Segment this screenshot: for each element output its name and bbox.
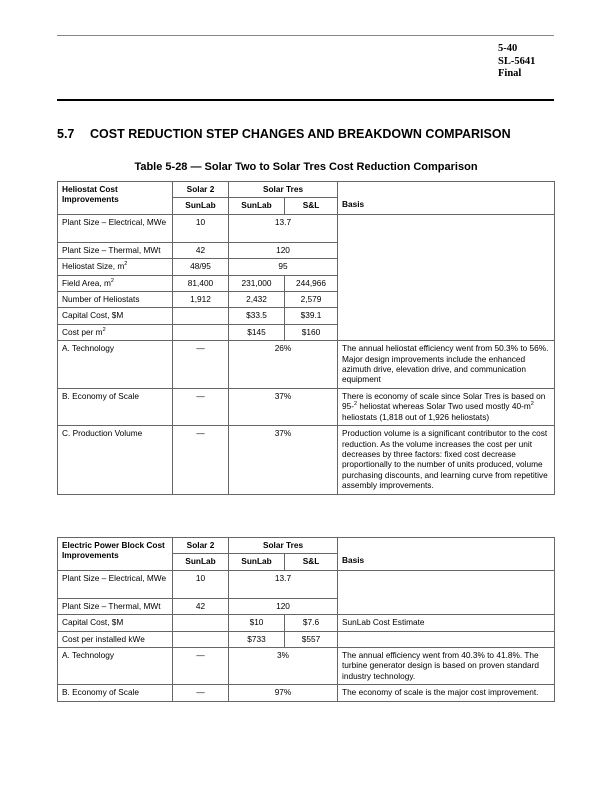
subheader-solar2-sunlab: SunLab [173, 198, 229, 214]
category-header: Heliostat Cost Improvements [58, 182, 173, 215]
table-row [58, 570, 555, 598]
solar-tres-value: 120 [229, 242, 338, 258]
solar-tres-value: 37% [229, 388, 338, 425]
basis-text: There is economy of scale since Solar Tres is based on 95-$^2$ heliostat whereas Solar Two used mostly $40-m^2$ heliostats (1,818 out of 1,926 heliostats) [338, 388, 555, 425]
subheader-tres-sunlab: SunLab [229, 554, 285, 570]
tres-sl-value: 244,966 [285, 275, 338, 291]
tres-sunlab-value: $33.5 [229, 308, 285, 324]
table-row [58, 426, 555, 494]
solar2-value: 1,912 [173, 292, 229, 308]
solar2-value: — [173, 341, 229, 389]
basis-cell-empty [338, 570, 555, 614]
table-row [58, 648, 555, 685]
solar-tres-value: 97% [229, 685, 338, 701]
group-header-solar-tres: Solar Tres [229, 182, 338, 198]
solar2-value: — [173, 648, 229, 685]
solar2-value: 10 [173, 214, 229, 242]
solar-tres-value: 13.7 [229, 214, 338, 242]
basis-cell-empty [338, 214, 555, 340]
solar-tres-value: 13.7 [229, 570, 338, 598]
solar-tres-value: 120 [229, 598, 338, 614]
row-label: Number of Heliostats [58, 292, 173, 308]
table-row [58, 631, 555, 647]
solar-tres-value: 26% [229, 341, 338, 389]
solar2-value: 81,400 [173, 275, 229, 291]
solar-tres-value: 3% [229, 648, 338, 685]
row-label: Plant Size – Thermal, MWt [58, 242, 173, 258]
basis-text: The annual heliostat efficiency went from 50.3% to 56%. Major design improvements include the enhanced azimuth drive, elevation drive, and communication equipment [338, 341, 555, 389]
row-label: Cost per installed kWe [58, 631, 173, 647]
tres-sl-value: $7.6 [285, 615, 338, 631]
group-header-solar2: Solar 2 [173, 538, 229, 554]
tres-sunlab-value: $733 [229, 631, 285, 647]
row-label: Field Area, $m^2$ [58, 275, 173, 291]
table-row [58, 685, 555, 701]
solar2-value [173, 615, 229, 631]
basis-text: The annual efficiency went from 40.3% to 41.8%. The turbine generator design is based on proven standard industry technology. [338, 648, 555, 685]
heliostat-cost-table [57, 181, 555, 495]
row-label: A. Technology [58, 648, 173, 685]
row-label: Capital Cost, $M [58, 615, 173, 631]
subheader-solar2-sunlab: SunLab [173, 554, 229, 570]
row-label: Plant Size – Electrical, MWe [58, 214, 173, 242]
group-header-solar-tres: Solar Tres [229, 538, 338, 554]
row-label: B. Economy of Scale [58, 685, 173, 701]
subheader-tres-sunlab: SunLab [229, 198, 285, 214]
row-label: Capital Cost, $M [58, 308, 173, 324]
basis-header: Basis [338, 182, 555, 215]
table-row [58, 214, 555, 242]
solar2-value: 42 [173, 598, 229, 614]
basis-text: SunLab Cost Estimate [338, 615, 555, 631]
solar2-value: 42 [173, 242, 229, 258]
tres-sl-value: $39.1 [285, 308, 338, 324]
tres-sunlab-value: 231,000 [229, 275, 285, 291]
tres-sl-value: $160 [285, 324, 338, 340]
tres-sunlab-value: $10 [229, 615, 285, 631]
section-number: 5.7 [57, 127, 75, 141]
page-header [498, 43, 535, 81]
row-label: B. Economy of Scale [58, 388, 173, 425]
table-header-row [58, 538, 555, 554]
row-label: Plant Size – Electrical, MWe [58, 570, 173, 598]
table-row [58, 388, 555, 425]
solar2-value [173, 324, 229, 340]
header-rule-bottom [57, 99, 554, 101]
tres-sunlab-value: $145 [229, 324, 285, 340]
table-row [58, 615, 555, 631]
subheader-tres-sl: S&L [285, 198, 338, 214]
row-label: A. Technology [58, 341, 173, 389]
subheader-tres-sl: S&L [285, 554, 338, 570]
document-status: Final [498, 68, 522, 79]
solar2-value: 10 [173, 570, 229, 598]
tres-sl-value: $557 [285, 631, 338, 647]
solar-tres-value: 37% [229, 426, 338, 494]
solar-tres-value: 95 [229, 259, 338, 275]
solar2-value [173, 308, 229, 324]
table-caption: Table 5-28 — Solar Two to Solar Tres Cost Reduction Comparison [134, 161, 478, 173]
basis-text: The economy of scale is the major cost improvement. [338, 685, 555, 701]
solar2-value: — [173, 388, 229, 425]
row-label: C. Production Volume [58, 426, 173, 494]
solar2-value [173, 631, 229, 647]
header-rule-top [57, 35, 554, 36]
tres-sunlab-value: 2,432 [229, 292, 285, 308]
solar2-value: 48/95 [173, 259, 229, 275]
power-block-cost-table [57, 537, 555, 702]
table-header-row [58, 182, 555, 198]
table-row [58, 341, 555, 389]
group-header-solar2: Solar 2 [173, 182, 229, 198]
solar2-value: — [173, 426, 229, 494]
document-id: SL-5641 [498, 55, 536, 67]
solar2-value: — [173, 685, 229, 701]
basis-text [338, 631, 555, 647]
row-label: Plant Size – Thermal, MWt [58, 598, 173, 614]
section-title: COST REDUCTION STEP CHANGES AND BREAKDOWN COMPARISON [90, 127, 511, 141]
row-label: Cost per $m^2$ [58, 324, 173, 340]
basis-header: Basis [338, 538, 555, 571]
page-number: 5-40 [498, 43, 518, 54]
tres-sl-value: 2,579 [285, 292, 338, 308]
basis-text: Production volume is a significant contributor to the cost reduction. As the volume increases the cost per unit decreases by three factors: fixed cost decrease proportionally to the number of units produced, volume purchasing discounts, and learning curve from repetitive assembly improvements. [338, 426, 555, 494]
row-label: Heliostat Size, $m^2$ [58, 259, 173, 275]
category-header: Electric Power Block Cost Improvements [58, 538, 173, 571]
section-heading [57, 127, 511, 141]
